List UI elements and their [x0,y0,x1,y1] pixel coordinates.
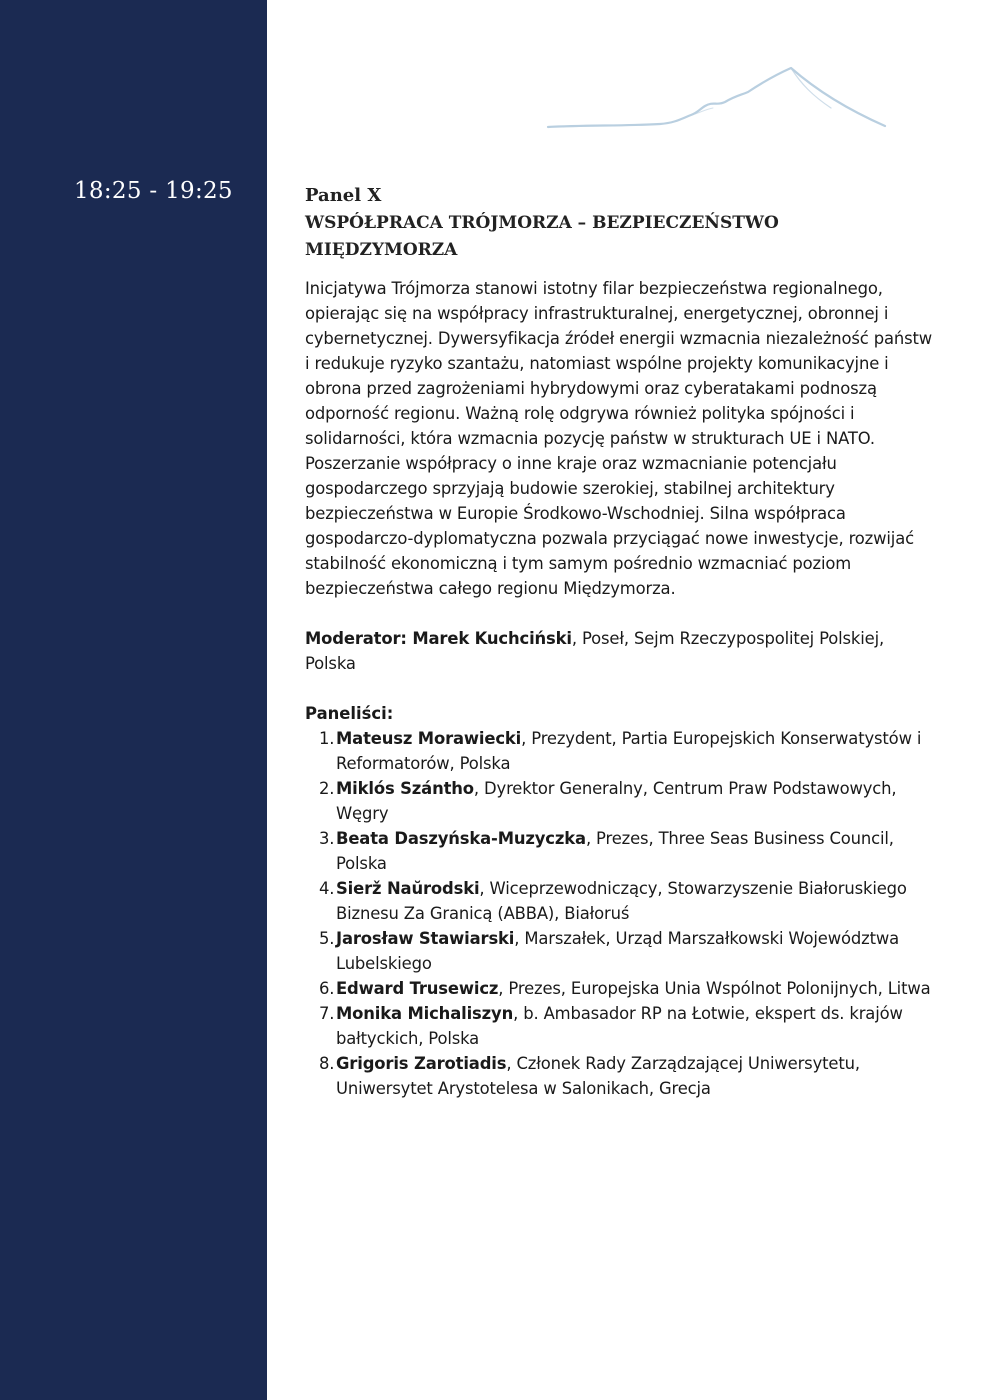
panelist-name: Miklós Szántho [336,779,474,798]
moderator-label: Moderator: [305,629,413,648]
moderator-name: Marek Kuchciński [412,629,572,648]
panelist-number: 8. [319,1054,335,1073]
panelist-item [305,826,935,876]
session-time: 18:25 - 19:25 [74,178,233,204]
panelist-details: , Członek Rady Zarządzającej Uniwersytetu, Uniwersytet Arystotelesa w Salonikach, Grecja [336,1054,860,1098]
panelist-name: Edward Trusewicz [336,979,499,998]
panelist-name: Grigoris Zarotiadis [336,1054,507,1073]
panel-label: Panel X [305,185,382,206]
panelist-item [305,726,935,776]
panelist-number: 5. [319,929,335,948]
panelist-details: , b. Ambasador RP na Łotwie, ekspert ds. krajów bałtyckich, Polska [336,1004,903,1048]
panelist-number: 3. [319,829,335,848]
panelist-item [305,976,935,1001]
panel-title: WSPÓŁPRACA TRÓJMORZA – BEZPIECZEŃSTWO MIĘDZYMORZA [305,213,779,260]
panel-description: Inicjatywa Trójmorza stanowi istotny filar bezpieczeństwa regionalnego, opierając się na współpracy infrastrukturalnej, energetycznej, obronnej i cybernetycznej. Dywersyfikacja źródeł energii wzmacnia niezależność państw i redukuje ryzyko szantażu, natomiast wspólne projekty komunikacyjne i obrona przed zagrożeniami hybrydowymi oraz cyberatakami podnoszą odporność regionu. Ważną rolę odgrywa również polityka spójności i solidarności, która wzmacnia pozycję państw w strukturach UE i NATO. Poszerzanie współpracy o inne kraje oraz wzmacnianie potencjału gospodarczego sprzyjają budowie szerokiej, stabilnej architektury bezpieczeństwa w Europie Środkowo-Wschodniej. Silna współpraca gospodarczo-dyplomatyczna pozwala przyciągać nowe inwestycje, rozwijać stabilność ekonomiczną i tym samym pośrednio wzmacniać poziom bezpieczeństwa całego regionu Międzymorza. [305,279,933,598]
panelist-details: , Prezydent, Partia Europejskich Konserwatystów i Reformatorów, Polska [336,729,922,773]
panelist-details: , Marszałek, Urząd Marszałkowski Województwa Lubelskiego [336,929,899,973]
panelist-number: 2. [319,779,335,798]
panelist-name: Mateusz Morawiecki [336,729,522,748]
moderator-details: , Poseł, Sejm Rzeczypospolitej Polskiej, Polska [305,629,885,673]
moderator-line [305,626,935,676]
sidebar [0,0,267,1400]
panelist-name: Sierž Naŭrodski [336,879,480,898]
panel-content [305,183,935,1101]
panelist-number: 1. [319,729,335,748]
panelist-list [305,726,935,1101]
panelist-number: 6. [319,979,335,998]
panelist-details: , Prezes, Three Seas Business Council, Polska [336,829,894,873]
panelists-heading: Paneliści: [305,704,394,723]
panelist-item [305,1051,935,1101]
panelist-details: , Prezes, Europejska Unia Wspólnot Polonijnych, Litwa [498,979,931,998]
panelist-details: , Wiceprzewodniczący, Stowarzyszenie Białoruskiego Biznesu Za Granicą (ABBA), Białoruś [336,879,907,923]
panelist-item [305,776,935,826]
panelist-name: Beata Daszyńska-Muzyczka [336,829,586,848]
panelist-number: 7. [319,1004,335,1023]
panelist-item [305,1001,935,1051]
panelist-name: Monika Michaliszyn [336,1004,514,1023]
panelist-item [305,876,935,926]
panelist-item [305,926,935,976]
panelist-name: Jarosław Stawiarski [336,929,515,948]
mountain-logo-icon [545,62,890,132]
panelist-number: 4. [319,879,335,898]
panelist-details: , Dyrektor Generalny, Centrum Praw Podstawowych, Węgry [336,779,897,823]
